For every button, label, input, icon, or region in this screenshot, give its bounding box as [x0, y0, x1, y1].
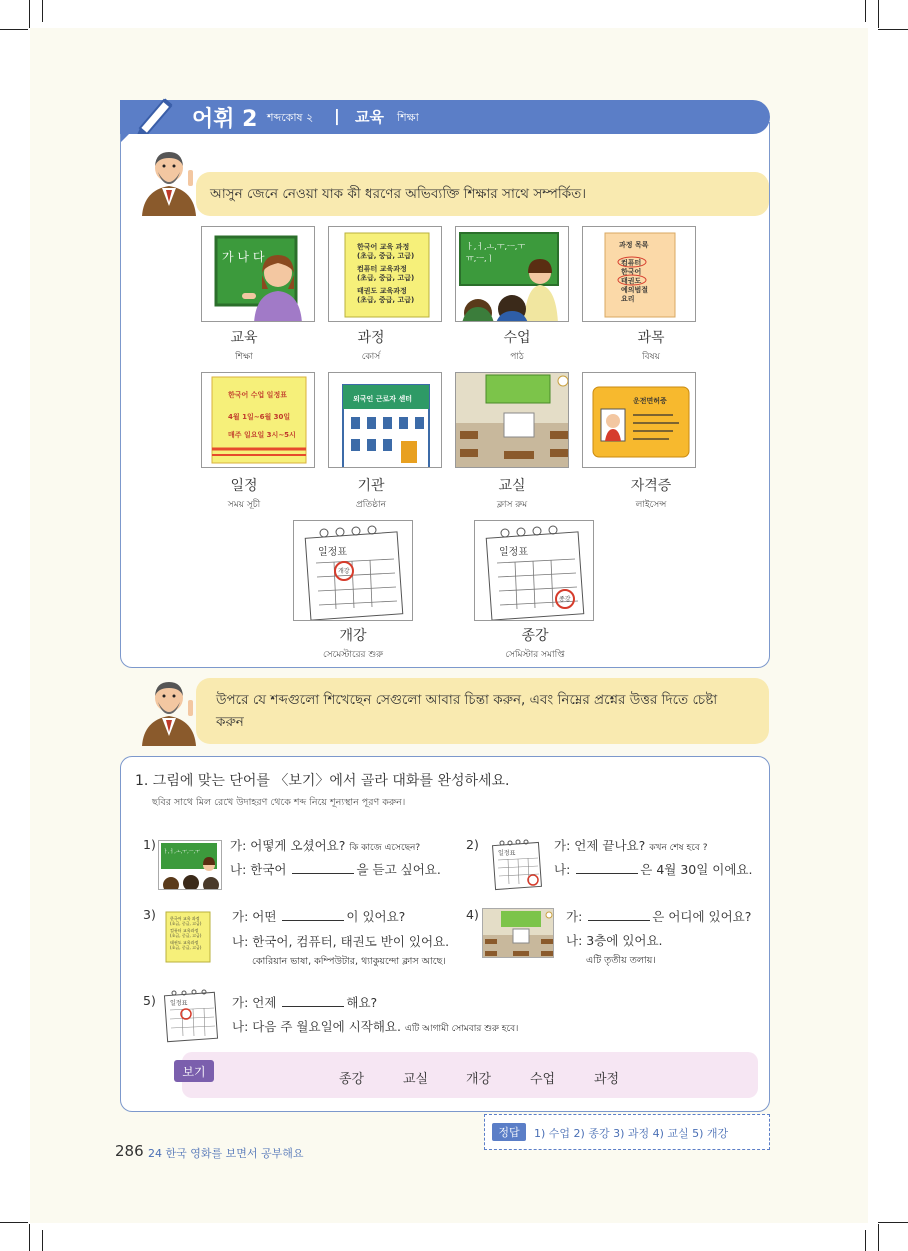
question-number: 3): [143, 907, 156, 922]
image-schedule: [201, 372, 315, 468]
question-image-course: [164, 910, 212, 964]
crop-mark: [865, 0, 866, 22]
svg-text:(초급, 중급, 고급): (초급, 중급, 고급): [357, 296, 415, 304]
answer-blank[interactable]: [282, 920, 344, 921]
image-semester-start: [293, 520, 413, 621]
answer-blank[interactable]: [576, 873, 638, 874]
svg-text:한국어 교육 과정: 한국어 교육 과정: [357, 243, 410, 251]
svg-text:종강: 종강: [559, 596, 571, 603]
svg-text:일정표: 일정표: [170, 1000, 188, 1007]
svg-text:(초급, 중급, 고급): (초급, 중급, 고급): [170, 945, 202, 950]
svg-text:개강: 개강: [338, 568, 350, 575]
crop-mark: [878, 29, 908, 30]
chapter-title: 24 한국 영화를 보면서 공부해요: [148, 1147, 304, 1160]
svg-text:ㅠ,ㅡ,ㅣ: ㅠ,ㅡ,ㅣ: [466, 254, 495, 263]
word-bank-item[interactable]: 교실: [403, 1072, 429, 1087]
svg-text:운전면허증: 운전면허증: [633, 397, 667, 405]
section-title-bn: শব্দকোষ ২: [267, 111, 314, 124]
image-institution: [328, 372, 442, 468]
dialogue-line: 나: 한국어, 컴퓨터, 태권도 반이 있어요.: [232, 934, 450, 949]
svg-text:컴퓨터 교육과정: 컴퓨터 교육과정: [357, 265, 407, 273]
image-classroom: [455, 372, 569, 468]
teacher-avatar: [136, 146, 202, 216]
svg-text:(초급, 중급, 고급): (초급, 중급, 고급): [357, 274, 415, 282]
vocab-label: 개강 সেমেস্টারের শুরু: [322, 628, 384, 660]
vocab-label: 종강 সেমিস্টার সমাপ্তি: [505, 628, 565, 660]
image-course: [328, 226, 442, 322]
crop-mark: [29, 0, 30, 28]
question-number: 4): [466, 907, 479, 922]
image-license: [582, 372, 696, 468]
dialogue-line: 가: 은 어디에 있어요?: [566, 909, 752, 924]
header-separator: |: [334, 106, 340, 125]
teacher-avatar: [136, 676, 202, 746]
crop-mark: [0, 29, 28, 30]
dialogue-line: 나: 은 4월 30일 이에요.: [554, 862, 753, 877]
svg-text:한국어 교육 과정: 한국어 교육 과정: [170, 916, 200, 921]
section-topic: 교육: [355, 108, 384, 126]
dialogue-line: 가: 언제 해요?: [232, 995, 378, 1010]
question-image-class: [158, 840, 222, 890]
crop-mark: [42, 1230, 43, 1251]
dialogue-line: 나: 다음 주 월요일에 시작해요. এটি আগামী সোমবার শুরু হবে।: [232, 1019, 519, 1034]
header-tab-corner: [121, 133, 130, 142]
svg-text:매주 일요일 3시~5시: 매주 일요일 3시~5시: [228, 431, 296, 439]
image-subject: [582, 226, 696, 322]
word-bank-item[interactable]: 개강: [466, 1072, 492, 1087]
answer-key-text: 1) 수업 2) 종강 3) 과정 4) 교실 5) 개강: [534, 1127, 729, 1140]
svg-text:일정표: 일정표: [498, 850, 516, 857]
crop-mark: [878, 0, 879, 28]
svg-text:ㅏ,ㅓ,ㅗ,ㅜ,ㅡ,ㅜ: ㅏ,ㅓ,ㅗ,ㅜ,ㅡ,ㅜ: [466, 242, 526, 251]
exercise-title: 1. 그림에 맞는 단어를 〈보기〉에서 골라 대화를 완성하세요.: [135, 773, 510, 789]
question-image-calendar: [488, 838, 546, 892]
word-bank-label: 보기: [174, 1060, 214, 1082]
image-education: [201, 226, 315, 322]
dialogue-translation: এটি তৃতীয় তলায়।: [586, 955, 656, 966]
crop-mark: [865, 1230, 866, 1251]
dialogue-line: 나: 3층에 있어요.: [566, 933, 663, 948]
vocab-label: 과정 কোর্স: [357, 330, 385, 362]
svg-text:외국인 근로자 센터: 외국인 근로자 센터: [353, 395, 412, 403]
crop-mark: [0, 1222, 28, 1223]
svg-text:예의범절: 예의범절: [621, 286, 649, 294]
intro-bubble-1: আসুন জেনে নেওয়া যাক কী ধরণের অভিব্যক্তি শিক্ষার সাথে সম্পর্কিত।: [196, 172, 769, 216]
question-image-classroom: [482, 908, 554, 958]
svg-text:한국어 수업 일정표: 한국어 수업 일정표: [228, 391, 287, 399]
question-number: 1): [143, 837, 156, 852]
svg-text:컴퓨터: 컴퓨터: [621, 259, 642, 267]
svg-text:태권도 교육과정: 태권도 교육과정: [170, 940, 199, 945]
svg-text:(초급, 중급, 고급): (초급, 중급, 고급): [170, 921, 202, 926]
dialogue-line: 가: 언제 끝나요? কখন শেষ হবে ?: [554, 838, 708, 853]
svg-text:태권도 교육과정: 태권도 교육과정: [357, 287, 407, 295]
vocab-label: 수업 পাঠ: [503, 330, 531, 362]
svg-text:(초급, 중급, 고급): (초급, 중급, 고급): [357, 252, 415, 260]
svg-text:일정표: 일정표: [499, 547, 528, 558]
crop-mark: [878, 1222, 908, 1223]
dialogue-line: 가: 어떻게 오셨어요? কি কাজে এসেছেন?: [230, 838, 421, 853]
section-title: 어휘 2: [192, 107, 258, 132]
crop-mark: [42, 0, 43, 22]
vocab-label: 교육 শিক্ষা: [230, 330, 258, 362]
vocab-label: 과목 বিষয়: [637, 330, 665, 362]
svg-text:(초급, 중급, 고급): (초급, 중급, 고급): [170, 933, 202, 938]
question-image-calendar: [160, 988, 222, 1044]
vocab-label: 일정 সময় সূচী: [227, 478, 261, 510]
svg-text:요리: 요리: [621, 295, 635, 303]
exercise-subtitle: ছবির সাথে মিল রেখে উদাহরণ থেকে শব্দ নিয়ে শূন্যস্থান পূরণ করুন।: [152, 797, 406, 808]
vocab-label: 교실 ক্লাস রুম: [496, 478, 528, 510]
svg-text:일정표: 일정표: [318, 547, 347, 558]
question-number: 2): [466, 837, 479, 852]
svg-text:컴퓨터 교육과정: 컴퓨터 교육과정: [170, 928, 199, 933]
image-class: [455, 226, 569, 322]
word-bank-item[interactable]: 과정: [594, 1072, 620, 1087]
dialogue-line: 가: 어떤 이 있어요?: [232, 909, 406, 924]
svg-text:과정 목록: 과정 목록: [619, 241, 649, 249]
pencil-icon: [134, 94, 178, 134]
svg-text:한국어: 한국어: [621, 268, 642, 276]
page-number: 286: [115, 1142, 144, 1160]
vocab-label: 기관 প্রতিষ্ঠান: [356, 478, 386, 510]
svg-text:태권도: 태권도: [621, 277, 642, 285]
board-text: 가 나 다: [222, 250, 265, 264]
section-header: [120, 100, 770, 134]
image-semester-end: [474, 520, 594, 621]
svg-text:4월 1일~6월 30일: 4월 1일~6월 30일: [228, 413, 291, 421]
section-topic-bn: শিক্ষা: [397, 111, 419, 124]
intro-bubble-2: উপরে যে শব্দগুলো শিখেছেন সেগুলো আবার চিন্তা করুন, এবং নিম্নের প্রশ্নের উত্তর দিতে চেষ্টা করুন: [196, 678, 769, 744]
word-bank-item[interactable]: 수업: [530, 1072, 556, 1087]
crop-mark: [29, 1224, 30, 1251]
crop-mark: [878, 1224, 879, 1251]
vocab-label: 자격증 লাইসেন্স: [630, 478, 672, 510]
word-bank-item[interactable]: 종강: [339, 1072, 365, 1087]
svg-text:ㅏ,ㅓ,ㅗ,ㅜ,ㅡ,ㅜ: ㅏ,ㅓ,ㅗ,ㅜ,ㅡ,ㅜ: [163, 849, 200, 855]
answer-blank[interactable]: [282, 1006, 344, 1007]
question-number: 5): [143, 993, 156, 1008]
answer-key-label: 정답: [492, 1123, 526, 1141]
dialogue-line: 나: 한국어 을 듣고 싶어요.: [230, 862, 441, 877]
dialogue-translation: কোরিয়ান ভাষা, কম্পিউটার, থ্যাকুয়ন্দো ক্লাস আছে।: [252, 956, 446, 967]
answer-blank[interactable]: [588, 920, 650, 921]
answer-blank[interactable]: [292, 873, 354, 874]
